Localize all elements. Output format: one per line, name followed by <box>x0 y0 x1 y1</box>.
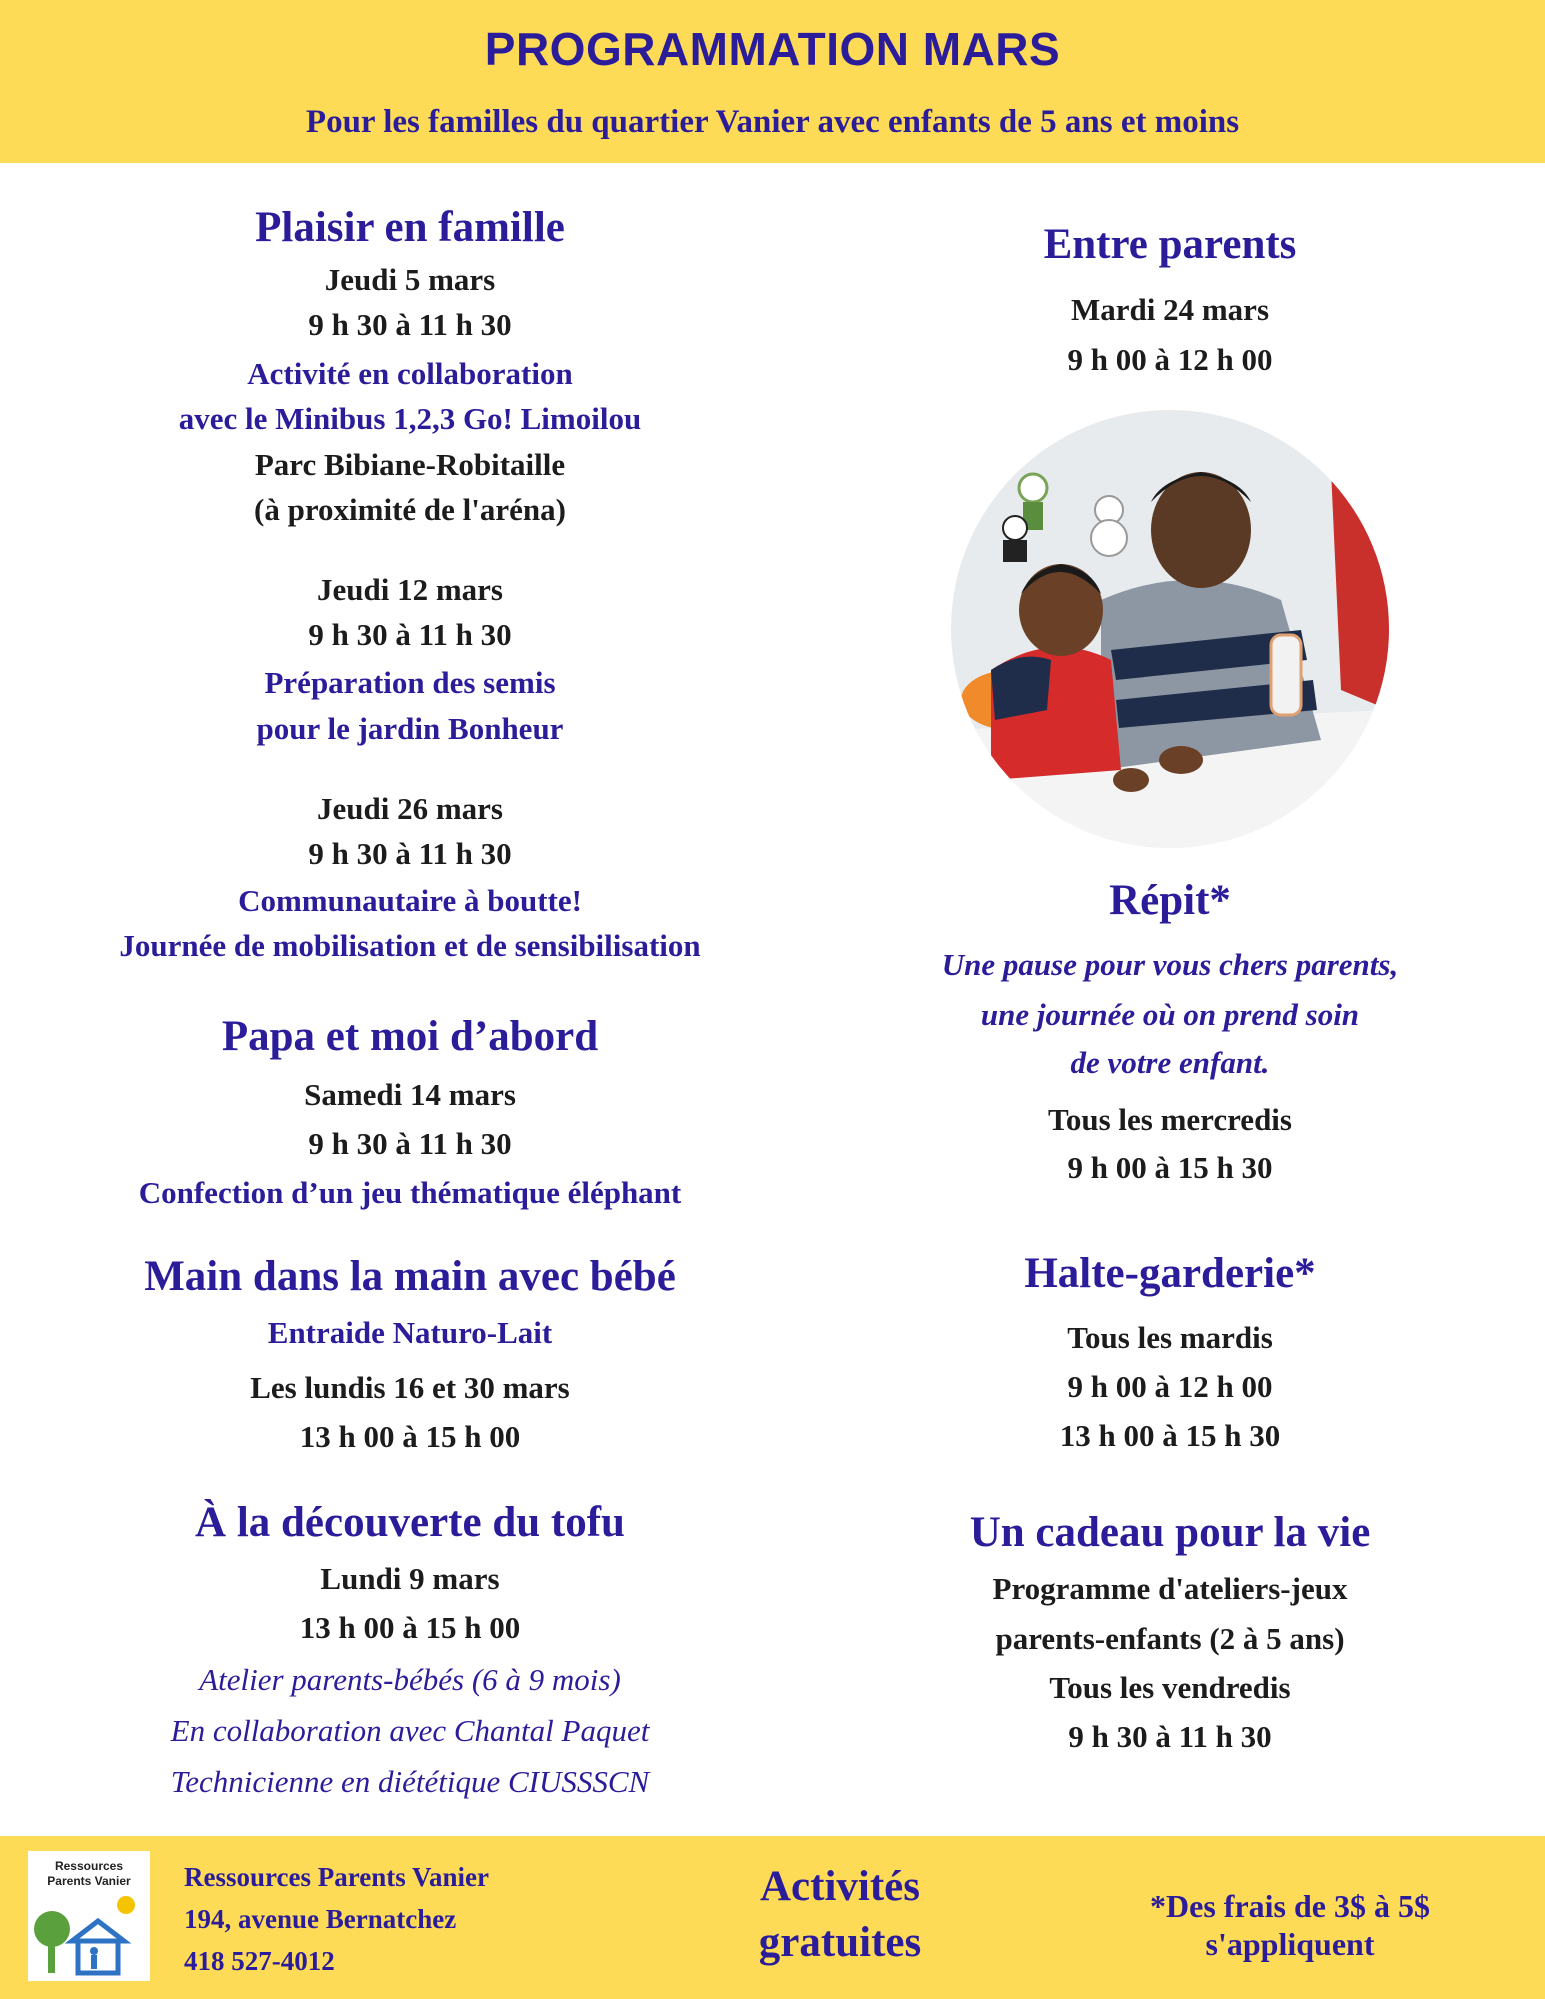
logo-line-2: Parents Vanier <box>47 1874 131 1888</box>
tofu-desc2: En collaboration avec Chantal Paquet <box>170 1713 650 1748</box>
plaisir-e3-desc2: Journée de mobilisation et de sensibilisation <box>119 928 701 963</box>
halte-time1: 9 h 00 à 12 h 00 <box>1067 1369 1273 1404</box>
repit-days: Tous les mercredis <box>1048 1102 1292 1137</box>
plaisir-e1-desc1: Activité en collaboration <box>247 356 573 391</box>
free-activities-line1: Activités <box>760 1863 920 1910</box>
plaisir-e1-place1: Parc Bibiane-Robitaille <box>254 447 566 482</box>
free-activities-line2: gratuites <box>758 1919 922 1966</box>
cadeau-desc2: parents-enfants (2 à 5 ans) <box>995 1621 1345 1656</box>
logo-house-tree-icon <box>28 1891 150 1981</box>
plaisir-e3-date: Jeudi 26 mars <box>317 791 503 826</box>
org-address: 194, avenue Bernatchez <box>184 1904 457 1934</box>
org-phone: 418 527-4012 <box>184 1946 335 1976</box>
plaisir-heading: Plaisir en famille <box>255 204 565 251</box>
entre-heading: Entre parents <box>1043 221 1297 268</box>
repit-heading: Répit* <box>1109 877 1231 924</box>
tofu-heading: À la découverte du tofu <box>195 1499 625 1546</box>
plaisir-e2-desc1: Préparation des semis <box>264 665 556 700</box>
organization-logo <box>28 1851 150 1981</box>
fee-note-line1: *Des frais de 3$ à 5$ <box>1150 1888 1430 1924</box>
papa-time: 9 h 30 à 11 h 30 <box>308 1126 512 1161</box>
page-subtitle: Pour les familles du quartier Vanier avec enfants de 5 ans et moins <box>305 104 1240 140</box>
page-title: PROGRAMMATION MARS <box>484 23 1061 75</box>
family-photo-illustration <box>951 410 1389 848</box>
family-photo <box>951 410 1389 848</box>
plaisir-e3-desc1: Communautaire à boutte! <box>238 883 582 918</box>
halte-time2: 13 h 00 à 15 h 30 <box>1059 1418 1281 1453</box>
cadeau-desc1: Programme d'ateliers-jeux <box>992 1571 1348 1606</box>
plaisir-e2-time: 9 h 30 à 11 h 30 <box>308 617 512 652</box>
papa-date: Samedi 14 mars <box>304 1077 516 1112</box>
plaisir-e3-time: 9 h 30 à 11 h 30 <box>308 836 512 871</box>
logo-line-1: Ressources <box>54 1859 124 1873</box>
plaisir-e1-place2: (à proximité de l'aréna) <box>254 492 566 527</box>
cadeau-heading: Un cadeau pour la vie <box>969 1509 1371 1556</box>
fee-note-line2: s'appliquent <box>1205 1926 1375 1962</box>
main-heading: Main dans la main avec bébé <box>144 1253 676 1300</box>
cadeau-time: 9 h 30 à 11 h 30 <box>1068 1719 1272 1754</box>
tofu-date: Lundi 9 mars <box>320 1561 500 1596</box>
cadeau-days: Tous les vendredis <box>1049 1670 1291 1705</box>
entre-date: Mardi 24 mars <box>1070 292 1270 327</box>
org-name: Ressources Parents Vanier <box>184 1862 489 1892</box>
footer-banner <box>0 1836 1545 1999</box>
main-sub: Entraide Naturo-Lait <box>267 1315 553 1350</box>
entre-time: 9 h 00 à 12 h 00 <box>1067 342 1273 377</box>
main-date: Les lundis 16 et 30 mars <box>250 1370 570 1405</box>
halte-days: Tous les mardis <box>1067 1320 1273 1355</box>
plaisir-e2-date: Jeudi 12 mars <box>317 572 503 607</box>
plaisir-e1-date: Jeudi 5 mars <box>324 262 496 297</box>
plaisir-e1-time: 9 h 30 à 11 h 30 <box>308 307 512 342</box>
right-column <box>870 0 1470 1836</box>
tofu-time: 13 h 00 à 15 h 00 <box>299 1610 521 1645</box>
repit-desc1: Une pause pour vous chers parents, <box>941 947 1399 982</box>
tofu-desc1: Atelier parents-bébés (6 à 9 mois) <box>199 1662 621 1697</box>
plaisir-e2-desc2: pour le jardin Bonheur <box>256 711 564 746</box>
papa-heading: Papa et moi d’abord <box>221 1013 599 1060</box>
plaisir-e1-desc2: avec le Minibus 1,2,3 Go! Limoilou <box>178 401 642 436</box>
repit-desc2: une journée où on prend soin <box>980 997 1360 1032</box>
papa-desc: Confection d’un jeu thématique éléphant <box>138 1175 682 1210</box>
left-column <box>40 0 780 1836</box>
halte-heading: Halte-garderie* <box>1024 1250 1316 1297</box>
tofu-desc3: Technicienne en diététique CIUSSSCN <box>170 1764 650 1799</box>
repit-time: 9 h 00 à 15 h 30 <box>1067 1150 1273 1185</box>
repit-desc3: de votre enfant. <box>1070 1045 1270 1080</box>
main-time: 13 h 00 à 15 h 00 <box>299 1419 521 1454</box>
